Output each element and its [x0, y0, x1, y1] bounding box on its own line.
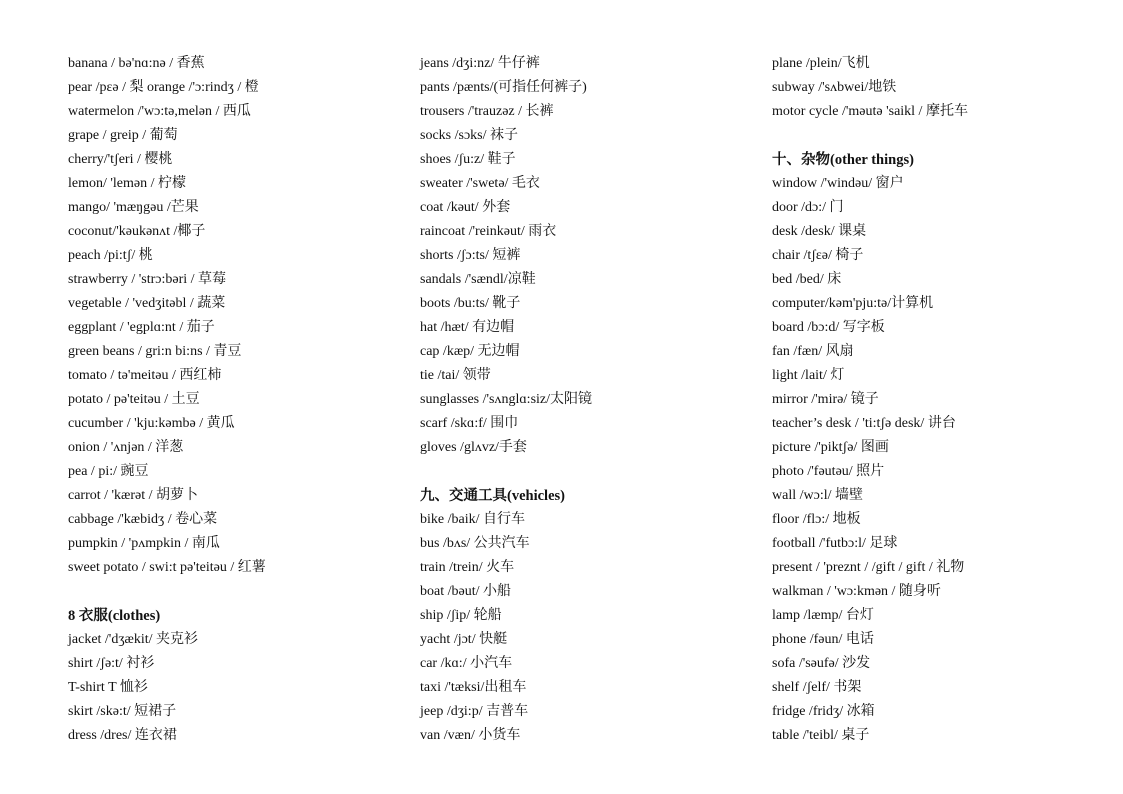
vocab-entry: mango/ 'mæŋgəu /芒果 [68, 200, 199, 215]
vocab-entry: present / 'preznt / /gift / gift / 礼物 [772, 560, 965, 575]
vocab-entry: boots /bu:ts/ 靴子 [420, 296, 521, 311]
vocab-entry: fan /fæn/ 风扇 [772, 344, 854, 359]
vocab-entry: van /væn/ 小货车 [420, 728, 521, 743]
vocab-entry: grape / greip / 葡萄 [68, 128, 178, 143]
vocab-entry: board /bɔ:d/ 写字板 [772, 320, 885, 335]
vocab-entry: watermelon /'wɔ:tə,melən / 西瓜 [68, 104, 251, 119]
vocab-entry: socks /sɔks/ 袜子 [420, 128, 518, 143]
vocab-entry: picture /'piktʃə/ 图画 [772, 440, 889, 455]
vocab-entry: football /'futbɔ:l/ 足球 [772, 536, 898, 551]
vocab-entry: peach /pi:tʃ/ 桃 [68, 248, 153, 263]
vocab-entry: shoes /ʃu:z/ 鞋子 [420, 152, 516, 167]
vocab-entry: strawberry / 'strɔ:bəri / 草莓 [68, 272, 227, 287]
vocab-entry: sofa /'səufə/ 沙发 [772, 656, 871, 671]
vocab-entry: coconut/'kəukənʌt /椰子 [68, 224, 206, 239]
vocab-entry: bed /bed/ 床 [772, 272, 842, 287]
vocab-entry: phone /fəun/ 电话 [772, 632, 874, 647]
vocab-entry: T-shirt T 恤衫 [68, 680, 148, 695]
vocab-entry: banana / bə'nɑ:nə / 香蕉 [68, 56, 205, 71]
vocab-entry: shorts /ʃɔ:ts/ 短裤 [420, 248, 521, 263]
vocab-entry: floor /flɔ:/ 地板 [772, 512, 861, 527]
vocab-entry: scarf /skɑ:f/ 围巾 [420, 416, 519, 431]
vocab-entry: ship /ʃip/ 轮船 [420, 608, 502, 623]
vocab-entry: teacher’s desk / 'ti:tʃə desk/ 讲台 [772, 416, 956, 431]
vocab-entry: trousers /'trauzəz / 长裤 [420, 104, 554, 119]
vocab-entry: taxi /'tæksi/出租车 [420, 680, 527, 695]
vocab-entry: jacket /'dʒækit/ 夹克衫 [68, 632, 199, 647]
vocab-entry: sweater /'swetə/ 毛衣 [420, 176, 540, 191]
vocab-entry: shirt /ʃə:t/ 衬衫 [68, 656, 155, 671]
vocab-entry: motor cycle /'məutə 'saikl / 摩托车 [772, 104, 968, 119]
vocab-entry: skirt /skə:t/ 短裙子 [68, 704, 177, 719]
section-heading: 十、杂物(other things) [772, 152, 914, 168]
vocab-entry: pear /pɛə / 梨 orange /'ɔ:rindʒ / 橙 [68, 80, 259, 95]
vocab-entry: gloves /glʌvz/手套 [420, 440, 527, 455]
vocab-entry: pea / pi:/ 豌豆 [68, 464, 149, 479]
vocab-entry: table /'teibl/ 桌子 [772, 728, 870, 743]
vocab-entry: cherry/'tʃeri / 樱桃 [68, 152, 173, 167]
vocab-entry: dress /dres/ 连衣裙 [68, 728, 177, 743]
blank-line [68, 580, 408, 604]
vocab-entry: jeans /dʒi:nz/ 牛仔裤 [420, 56, 540, 71]
section-heading: 8 衣服(clothes) [68, 608, 161, 624]
vocab-entry: plane /plein/飞机 [772, 56, 870, 71]
vocab-entry: onion / 'ʌnjən / 洋葱 [68, 440, 184, 455]
vocab-entry: mirror /'mirə/ 镜子 [772, 392, 879, 407]
vocab-entry: jeep /dʒi:p/ 吉普车 [420, 704, 529, 719]
vocab-entry: tomato / tə'meitəu / 西红柿 [68, 368, 222, 383]
vocab-entry: light /lait/ 灯 [772, 368, 845, 383]
vocab-entry: lamp /læmp/ 台灯 [772, 608, 874, 623]
blank-line [420, 460, 760, 484]
vocab-entry: car /kɑ:/ 小汽车 [420, 656, 513, 671]
vocab-entry: raincoat /'reinkəut/ 雨衣 [420, 224, 557, 239]
vocab-column-2 [420, 52, 760, 748]
vocab-entry: vegetable / 'vedʒitəbl / 蔬菜 [68, 296, 226, 311]
vocab-entry: pants /pænts/(可指任何裤子) [420, 80, 587, 95]
vocab-entry: sweet potato / swi:t pə'teitəu / 红薯 [68, 560, 266, 575]
vocab-column-3 [772, 52, 1112, 748]
vocab-entry: lemon/ 'lemən / 柠檬 [68, 176, 187, 191]
vocab-entry: fridge /fridʒ/ 冰箱 [772, 704, 875, 719]
vocab-entry: computer/kəm'pju:tə/计算机 [772, 296, 934, 311]
vocab-entry: pumpkin / 'pʌmpkin / 南瓜 [68, 536, 220, 551]
vocab-entry: walkman / 'wɔ:kmən / 随身听 [772, 584, 941, 599]
vocab-entry: subway /'sʌbwei/地铁 [772, 80, 897, 95]
vocab-entry: boat /bəut/ 小船 [420, 584, 511, 599]
vocab-entry: cabbage /'kæbidʒ / 卷心菜 [68, 512, 218, 527]
vocab-entry: sunglasses /'sʌnglɑ:siz/太阳镜 [420, 392, 593, 407]
vocab-entry: cap /kæp/ 无边帽 [420, 344, 520, 359]
vocab-entry: tie /tai/ 领带 [420, 368, 491, 383]
vocab-entry: shelf /ʃelf/ 书架 [772, 680, 862, 695]
vocab-entry: door /dɔ:/ 门 [772, 200, 844, 215]
vocab-entry: green beans / gri:n bi:ns / 青豆 [68, 344, 242, 359]
vocab-column-1 [68, 52, 408, 748]
vocab-entry: yacht /jɔt/ 快艇 [420, 632, 508, 647]
vocab-entry: cucumber / 'kju:kəmbə / 黄瓜 [68, 416, 235, 431]
vocab-entry: sandals /'sændl/凉鞋 [420, 272, 536, 287]
vocab-entry: potato / pə'teitəu / 土豆 [68, 392, 200, 407]
vocab-entry: bike /baik/ 自行车 [420, 512, 525, 527]
section-heading: 九、交通工具(vehicles) [420, 488, 565, 504]
vocab-entry: train /trein/ 火车 [420, 560, 515, 575]
vocab-entry: chair /tʃɛə/ 椅子 [772, 248, 864, 263]
vocab-entry: hat /hæt/ 有边帽 [420, 320, 515, 335]
vocab-entry: carrot / 'kærət / 胡萝卜 [68, 488, 199, 503]
vocab-entry: bus /bʌs/ 公共汽车 [420, 536, 530, 551]
vocab-entry: photo /'fəutəu/ 照片 [772, 464, 885, 479]
vocab-entry: desk /desk/ 课桌 [772, 224, 867, 239]
blank-line [772, 124, 1112, 148]
vocab-entry: eggplant / 'egplɑ:nt / 茄子 [68, 320, 215, 335]
vocab-entry: coat /kəut/ 外套 [420, 200, 511, 215]
vocab-entry: window /'windəu/ 窗户 [772, 176, 904, 191]
vocab-entry: wall /wɔ:l/ 墙壁 [772, 488, 863, 503]
